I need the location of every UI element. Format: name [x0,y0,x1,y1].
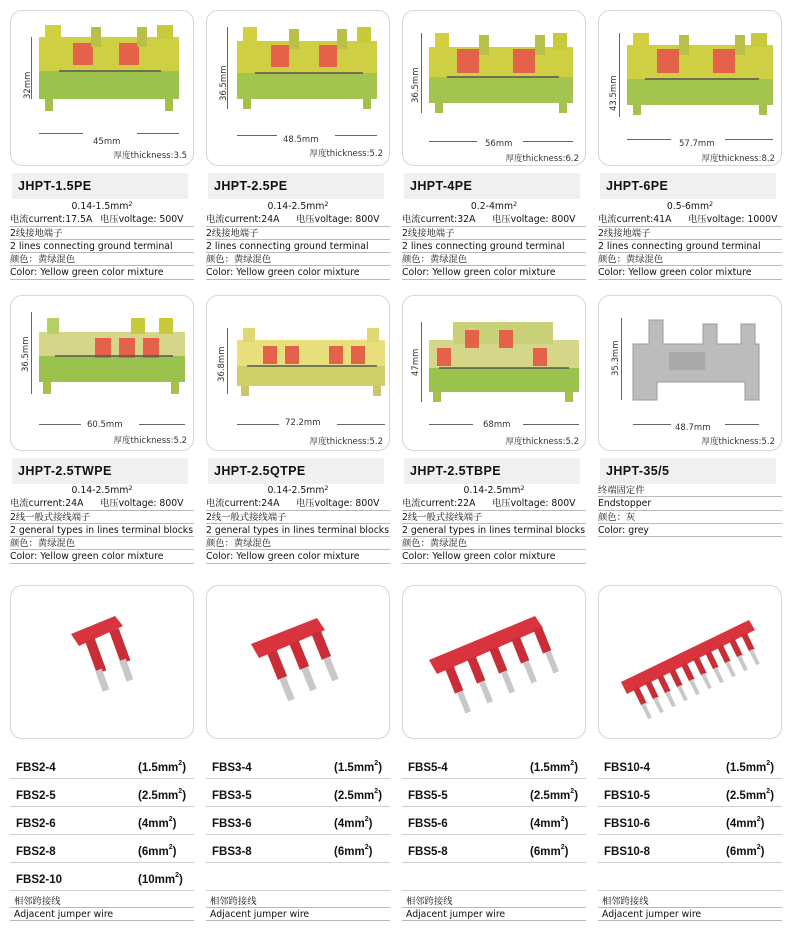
jumper-desc-cn: 相邻跨接线 [10,895,194,908]
jumper-5-pole-image [403,586,586,739]
width-dimension-line [633,424,671,425]
jumper-model-row: FBS3-6 $(4mm^2)$ [206,813,390,835]
jumper-model-row: FBS5-5 $(2.5mm^2)$ [402,785,586,807]
spec-cn-type: 2线接地端子 [206,227,390,240]
empty-row [206,869,390,891]
electrical-rating: 电流current:24A 电压voltage: 800V [10,497,194,510]
spec-cn-color: 颜色：黄绿混色 [598,253,782,266]
width-dimension-line [237,424,279,425]
spec-en-color: Color: Yellow green color mixture [598,266,782,279]
jumper-2-pole-image [11,586,194,739]
spec-en-color: Color: Yellow green color mixture [402,266,586,279]
cross-section: $0.14-1.5mm^2$ [71,200,133,212]
width-dimension: 48.5mm [283,135,319,145]
height-dimension-line [621,318,622,400]
height-dimension-line [619,33,620,117]
jumper-desc-en: Adjacent jumper wire [402,908,586,921]
spec-en-type: 2 general types in lines terminal blocks [10,524,194,536]
product-image-card [598,10,782,166]
spec-en-color: Color: Yellow green color mixture [402,550,586,563]
product-title: JHPT-2.5TBPE [404,458,580,484]
product-image-card [206,295,390,451]
cross-section: $0.14-2.5mm^2$ [267,484,329,496]
product-title: JHPT-2.5QTPE [208,458,384,484]
thickness-label: 厚度thickness:8.2 [701,154,775,164]
product-specs [206,484,390,564]
electrical-rating: 电流current:24A 电压voltage: 800V [206,497,390,510]
jumper-desc-en: Adjacent jumper wire [598,908,782,921]
product-image-card [598,295,782,451]
spec-cn-type: 2线接地端子 [598,227,782,240]
electrical-rating: 电流current:41A 电压voltage: 1000V [598,213,782,226]
jumper-model-row: FBS10-5 $(2.5mm^2)$ [598,785,782,807]
jumper-desc-en: Adjacent jumper wire [206,908,390,921]
jumper-description [598,895,782,921]
jumper-model-row: FBS10-6 $(4mm^2)$ [598,813,782,835]
terminal-illustration [429,322,579,402]
cross-section: $0.14-2.5mm^2$ [71,484,133,496]
product-specs [402,200,586,280]
electrical-rating: 电流current:24A 电压voltage: 800V [206,213,390,226]
spec-en-color: Color: Yellow green color mixture [10,266,194,279]
jumper-model-row: FBS2-4 $(1.5mm^2)$ [10,757,194,779]
cross-section: $0.14-2.5mm^2$ [267,200,329,212]
spec-en-type: 2 lines connecting ground terminal [10,240,194,253]
product-image-card [10,10,194,166]
spec-cn-color: 颜色：黄绿混色 [402,253,586,266]
spec-en-type: Endstopper [598,497,782,510]
product-image-card [402,10,586,166]
width-dimension-line [429,424,473,425]
jumper-model-row: FBS3-4 $(1.5mm^2)$ [206,757,390,779]
product-image-card [402,295,586,451]
spec-cn-type: 2线一般式接线端子 [206,511,390,524]
spec-cn-type: 2线接地端子 [402,227,586,240]
spec-cn-type: 2线一般式接线端子 [402,511,586,524]
product-image-card [206,10,390,166]
jumper-model-row: FBS10-8 $(6mm^2)$ [598,841,782,863]
jumper-model-row: FBS10-4 $(1.5mm^2)$ [598,757,782,779]
jumper-model-row: FBS2-8 $(6mm^2)$ [10,841,194,863]
product-specs [402,484,586,564]
height-dimension: 36.5mm [219,65,229,101]
height-dimension: 36.5mm [21,336,31,372]
jumper-model-row: FBS2-5 $(2.5mm^2)$ [10,785,194,807]
jumper-illustration [71,616,133,692]
width-dimension-line [725,139,773,140]
height-dimension: 36.5mm [411,67,421,103]
width-dimension-line [725,424,759,425]
height-dimension: 43.5mm [609,75,619,111]
height-dimension: 35.3mm [611,340,621,376]
thickness-label: 厚度thickness:3.5 [113,151,187,161]
product-specs [598,484,782,537]
width-dimension-line [39,424,81,425]
width-dimension-line [137,133,179,134]
jumper-illustration [621,620,760,719]
width-dimension-line [337,424,385,425]
jumper-model-row: FBS2-10 $(10mm^2)$ [10,869,194,891]
cross-section: $0.14-2.5mm^2$ [463,484,525,496]
product-specs [206,200,390,280]
jumper-model-row: FBS5-4 $(1.5mm^2)$ [402,757,586,779]
cross-section: $0.5-6mm^2$ [666,200,714,212]
product-specs [598,200,782,280]
height-dimension: 47mm [411,348,421,376]
terminal-illustration [39,318,185,394]
jumper-desc-cn: 相邻跨接线 [206,895,390,908]
spec-en-color: Color: grey [598,524,782,537]
width-dimension-line [139,424,185,425]
spec-en-type: 2 lines connecting ground terminal [206,240,390,253]
height-dimension-line [31,312,32,394]
jumper-illustration [251,618,339,701]
height-dimension: 36.8mm [217,346,227,382]
cross-section: $0.2-4mm^2$ [470,200,518,212]
thickness-label: 厚度thickness:6.2 [505,154,579,164]
width-dimension: 68mm [483,420,511,430]
spec-en-type: 2 lines connecting ground terminal [402,240,586,253]
jumper-model-row: FBS2-6 $(4mm^2)$ [10,813,194,835]
width-dimension-line [523,141,573,142]
product-title: JHPT-4PE [404,173,580,199]
thickness-label: 厚度thickness:5.2 [113,436,187,446]
jumper-description [402,895,586,921]
width-dimension-line [237,135,277,136]
jumper-illustration [429,616,559,714]
width-dimension-line [429,141,477,142]
width-dimension-line [627,139,671,140]
terminal-illustration [237,27,377,109]
terminal-illustration [237,328,385,396]
spec-en-type: 2 general types in lines terminal blocks [206,524,390,536]
spec-cn-color: 颜色：黄绿混色 [206,537,390,550]
spec-cn-type: 终端固定件 [598,484,782,497]
width-dimension: 72.2mm [285,418,321,428]
height-dimension-line [421,33,422,113]
width-dimension: 60.5mm [87,420,123,430]
spec-en-type: 2 general types in lines terminal blocks [402,524,586,536]
terminal-illustration [429,33,573,113]
jumper-model-row: FBS5-6 $(4mm^2)$ [402,813,586,835]
spec-en-type: 2 lines connecting ground terminal [598,240,782,253]
jumper-desc-cn: 相邻跨接线 [598,895,782,908]
jumper-image-card [598,585,782,739]
width-dimension-line [39,133,83,134]
width-dimension: 48.7mm [675,423,711,433]
jumper-model-list [10,757,194,897]
spec-cn-type: 2线一般式接线端子 [10,511,194,524]
jumper-model-row: FBS5-8 $(6mm^2)$ [402,841,586,863]
jumper-image-card [206,585,390,739]
thickness-label: 厚度thickness:5.2 [505,437,579,447]
jumper-description [206,895,390,921]
jumper-10-pole-image [599,586,782,739]
width-dimension-line [523,424,579,425]
spec-cn-color: 颜色：黄绿混色 [10,253,194,266]
empty-row [598,869,782,891]
empty-row [402,869,586,891]
height-dimension: 32mm [23,71,33,99]
thickness-label: 厚度thickness:5.2 [701,437,775,447]
endstopper-illustration [633,320,759,400]
jumper-model-list [402,757,586,897]
product-title: JHPT-2.5TWPE [12,458,188,484]
jumper-model-row: FBS3-8 $(6mm^2)$ [206,841,390,863]
width-dimension-line [335,135,377,136]
spec-en-color: Color: Yellow green color mixture [10,550,194,563]
product-title: JHPT-1.5PE [12,173,188,199]
jumper-desc-en: Adjacent jumper wire [10,908,194,921]
terminal-illustration [627,33,773,115]
product-title: JHPT-2.5PE [208,173,384,199]
height-dimension-line [227,328,228,394]
jumper-image-card [10,585,194,739]
spec-cn-color: 颜色：黄绿混色 [10,537,194,550]
jumper-image-card [402,585,586,739]
jumper-3-pole-image [207,586,390,739]
width-dimension: 45mm [93,137,121,147]
width-dimension: 56mm [485,139,513,149]
electrical-rating: 电流current:17.5A 电压voltage: 500V [10,213,194,226]
electrical-rating: 电流current:32A 电压voltage: 800V [402,213,586,226]
product-title: JHPT-35/5 [600,458,776,484]
jumper-model-row: FBS3-5 $(2.5mm^2)$ [206,785,390,807]
jumper-description [10,895,194,921]
thickness-label: 厚度thickness:5.2 [309,437,383,447]
spec-cn-color: 颜色：灰 [598,511,782,524]
spec-cn-color: 颜色：黄绿混色 [206,253,390,266]
product-title: JHPT-6PE [600,173,776,199]
spec-cn-color: 颜色：黄绿混色 [402,537,586,550]
product-image-card [10,295,194,451]
terminal-illustration [39,25,179,111]
electrical-rating: 电流current:22A 电压voltage: 800V [402,497,586,510]
jumper-model-list [206,757,390,897]
jumper-desc-cn: 相邻跨接线 [402,895,586,908]
width-dimension: 57.7mm [679,139,715,149]
product-specs [10,484,194,564]
thickness-label: 厚度thickness:5.2 [309,149,383,159]
jumper-model-list [598,757,782,897]
spec-en-color: Color: Yellow green color mixture [206,550,390,563]
spec-cn-type: 2线接地端子 [10,227,194,240]
product-specs [10,200,194,280]
height-dimension-line [421,322,422,402]
spec-en-color: Color: Yellow green color mixture [206,266,390,279]
